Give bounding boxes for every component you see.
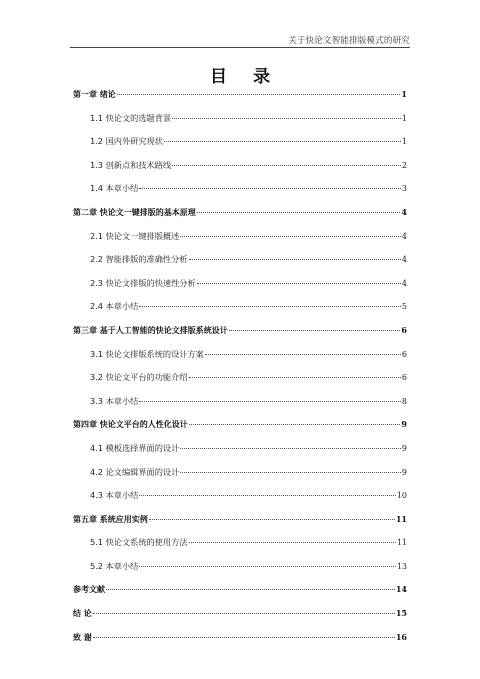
toc-entry-label: 4.3 本章小结 [90, 490, 139, 501]
toc-section-entry[interactable] [73, 366, 407, 390]
toc-entry-label: 3.3 本章小结 [90, 395, 139, 406]
running-header: 关于快论文智能排版模式的研究 [288, 36, 410, 46]
toc-entry-label: 1.1 快论文的选题背景 [90, 112, 172, 123]
toc-entry-label: 2.3 快论文排版的快速性分析 [90, 277, 196, 288]
toc-section-entry[interactable] [73, 555, 407, 579]
toc-chapter-entry[interactable] [73, 602, 407, 626]
toc-entry-label: 第五章 系统应用实例 [73, 514, 148, 524]
dot-leader [93, 613, 395, 614]
toc-chapter-entry[interactable] [73, 626, 407, 650]
toc-section-entry[interactable] [73, 130, 407, 154]
dot-leader [197, 212, 401, 213]
dot-leader [139, 401, 401, 402]
dot-leader [172, 118, 401, 119]
dot-leader [205, 354, 401, 355]
dot-leader [139, 566, 395, 567]
toc-entry-label: 4.1 模板选择界面的设计 [90, 442, 180, 453]
toc-page-number: 4 [401, 206, 407, 217]
dot-leader [149, 519, 395, 520]
dot-leader [164, 141, 401, 142]
toc-chapter-entry[interactable] [73, 413, 407, 437]
toc-entry-label: 5.2 本章小结 [90, 560, 139, 571]
dot-leader [229, 330, 401, 331]
toc-page-number: 1 [401, 113, 407, 123]
toc-page-number: 3 [401, 184, 407, 194]
toc-title: 目 录 [210, 67, 280, 87]
toc-section-entry[interactable] [73, 248, 407, 272]
toc-entry-label: 3.2 快论文平台的功能介绍 [90, 372, 188, 383]
toc-entry-label: 结 论 [73, 609, 92, 619]
toc-chapter-entry[interactable] [73, 578, 407, 602]
toc-page-number: 5 [401, 302, 407, 312]
toc-page-number: 6 [401, 324, 407, 335]
toc-section-entry[interactable] [73, 177, 407, 201]
toc-entry-label: 1.3 创新点和技术路线 [90, 159, 172, 170]
dot-leader [189, 424, 401, 425]
toc-page-number: 4 [401, 278, 407, 288]
dot-leader [172, 165, 401, 166]
dot-leader [139, 306, 401, 307]
toc-page-number: 2 [401, 160, 407, 170]
table-of-contents [73, 83, 407, 649]
toc-section-entry[interactable] [73, 154, 407, 178]
toc-page-number: 13 [396, 561, 407, 571]
toc-page-number: 1 [401, 137, 407, 147]
toc-section-entry[interactable] [73, 343, 407, 367]
toc-entry-label: 5.1 快论文系统的使用方法 [90, 537, 188, 548]
toc-chapter-entry[interactable] [73, 319, 407, 343]
dot-leader [93, 637, 395, 638]
toc-entry-label: 4.2 论文编辑界面的设计 [90, 466, 180, 477]
toc-section-entry[interactable] [73, 272, 407, 296]
toc-page-number: 4 [401, 231, 407, 241]
toc-page-number: 9 [401, 443, 407, 453]
toc-entry-label: 2.4 本章小结 [90, 301, 139, 312]
toc-section-entry[interactable] [73, 107, 407, 131]
toc-page-number: 10 [396, 491, 407, 501]
dot-leader [139, 495, 395, 496]
toc-section-entry[interactable] [73, 484, 407, 508]
toc-entry-label: 1.4 本章小结 [90, 183, 139, 194]
toc-entry-label: 第一章 绪论 [73, 90, 116, 99]
toc-page-number: 16 [395, 631, 407, 642]
toc-section-entry[interactable] [73, 531, 407, 555]
toc-entry-label: 第二章 快论文一键排版的基本原理 [73, 207, 196, 217]
toc-section-entry[interactable] [73, 225, 407, 249]
toc-page-number: 1 [401, 89, 407, 99]
toc-page-number: 9 [401, 419, 407, 430]
toc-entry-label: 1.2 国内外研究现状 [90, 136, 163, 147]
toc-chapter-entry[interactable] [73, 83, 407, 107]
toc-entry-label: 参考文献 [73, 585, 105, 595]
dot-leader [180, 236, 401, 237]
toc-page-number: 6 [401, 373, 407, 383]
toc-entry-label: 致 谢 [73, 632, 92, 642]
dot-leader [139, 188, 401, 189]
header-rule [70, 47, 410, 48]
toc-page-number: 14 [395, 584, 407, 595]
toc-page-number: 4 [401, 255, 407, 265]
toc-entry-label: 2.1 快论文一键排版概述 [90, 230, 180, 241]
dot-leader [189, 542, 396, 543]
toc-page-number: 6 [401, 349, 407, 359]
toc-section-entry[interactable] [73, 390, 407, 414]
toc-chapter-entry[interactable] [73, 201, 407, 225]
toc-entry-label: 第三章 基于人工智能的快论文排版系统设计 [73, 325, 228, 335]
dot-leader [117, 94, 401, 95]
toc-section-entry[interactable] [73, 461, 407, 485]
toc-page-number: 15 [395, 608, 407, 619]
toc-entry-label: 第四章 快论文平台的人性化设计 [73, 420, 188, 430]
dot-leader [197, 283, 401, 284]
toc-page-number: 9 [401, 467, 407, 477]
dot-leader [106, 589, 395, 590]
toc-chapter-entry[interactable] [73, 508, 407, 532]
toc-page-number: 11 [396, 538, 407, 548]
toc-entry-label: 2.2 智能排版的准确性分析 [90, 254, 188, 265]
toc-page-number: 11 [395, 513, 407, 524]
toc-page-number: 8 [401, 396, 407, 406]
dot-leader [180, 472, 401, 473]
dot-leader [189, 377, 401, 378]
toc-section-entry[interactable] [73, 437, 407, 461]
toc-section-entry[interactable] [73, 295, 407, 319]
toc-entry-label: 3.1 快论文排版系统的设计方案 [90, 348, 204, 359]
dot-leader [180, 448, 401, 449]
dot-leader [189, 259, 401, 260]
